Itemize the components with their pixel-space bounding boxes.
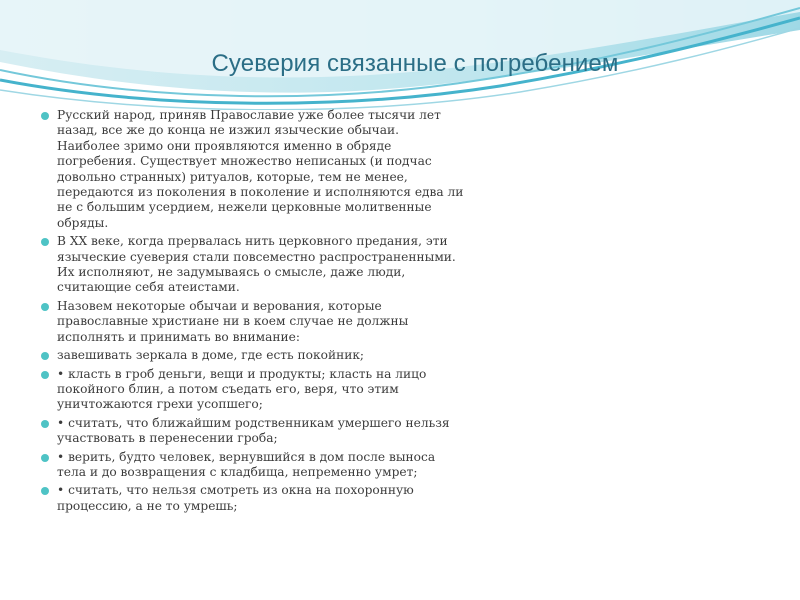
list-item [40,450,465,481]
list-item-text: • класть в гроб деньги, вещи и продукты; класть на лицо покойного блин, а потом съедать его, веря, что этим уничтожаются грехи усопшего; [57,366,427,412]
list-item-text: • считать, что нельзя смотреть из окна на похоронную процессию, а не то умрешь; [57,483,414,513]
bullet-dot-icon [41,303,49,311]
list-item [40,234,465,296]
list-item [40,108,465,231]
slide-title: Суеверия связанные с погребением [211,50,619,77]
bullet-dot-icon [41,454,49,462]
list-item [40,483,465,514]
bullet-dot-icon [41,420,49,428]
bullet-dot-icon [41,352,49,360]
list-item-text: • считать, что ближайшим родственникам умершего нельзя участвовать в перенесении гроба; [57,415,450,446]
list-item [40,299,465,345]
list-item-text: • верить, будто человек, вернувшийся в дом после выноса тела и до возвращения с кладбища, непременно умрет; [57,449,436,479]
list-item-text: завешивать зеркала в доме, где есть покойник; [57,348,365,363]
bullet-dot-icon [41,371,49,379]
list-item [40,348,465,363]
bullet-dot-icon [41,487,49,495]
list-item [40,416,465,447]
bullet-dot-icon [41,112,49,120]
list-item-text: Назовем некоторые обычаи и верования, которые православные христиане ни в коем случае не должны исполнять и принимать во внимание: [57,298,409,344]
bullet-list [40,108,465,517]
list-item [40,367,465,413]
bullet-dot-icon [41,238,49,246]
list-item-text: В XX веке, когда прервалась нить церковного предания, эти языческие суеверия стали повсеместно распространенными. Их исполняют, не задумываясь о смысле, даже люди, считающие себя атеистами. [57,234,456,295]
list-item-text: Русский народ, приняв Православие уже более тысячи лет назад, все же до конца не изжил языческие обычаи. Наиболее зримо они проявляются именно в обряде погребения. Существует множество неписаных (и подчас довольно странных) ритуалов, которые, тем не менее, передаются из поколения в поколение и исполняются едва ли не с большим усердием, нежели церковные молитвенные обряды. [57,108,464,230]
